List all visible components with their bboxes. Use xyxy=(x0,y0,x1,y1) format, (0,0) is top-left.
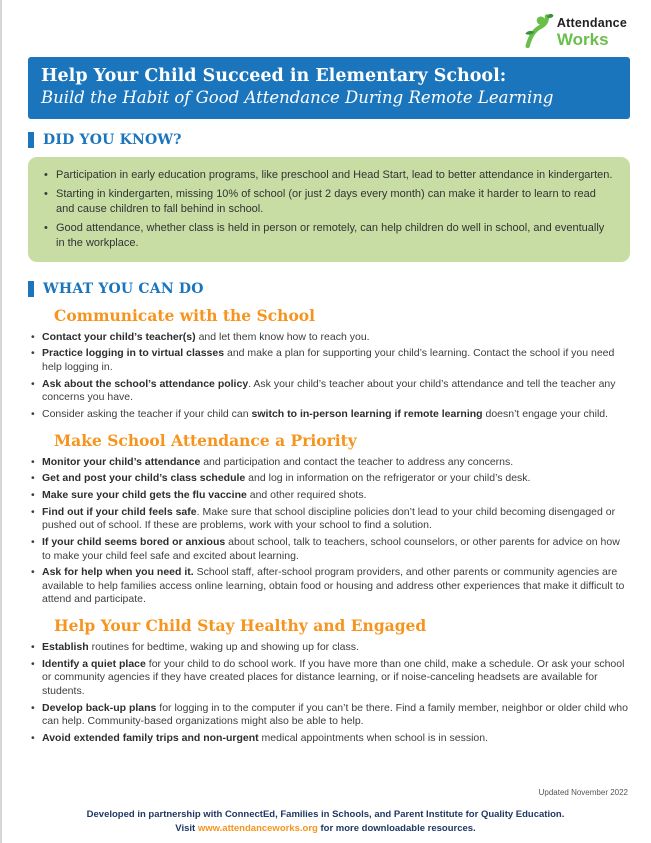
title-banner xyxy=(28,57,630,119)
section-title-communicate: Communicate with the School xyxy=(54,305,316,325)
logo-word-attendance: Attendance xyxy=(556,16,627,31)
attendance-priority-list xyxy=(30,456,630,607)
page-title: Help Your Child Succeed in Elementary School: xyxy=(41,66,507,86)
attendanceworks-link[interactable]: www.attendanceworks.org xyxy=(197,823,318,835)
bullet-item: • Make sure your child gets the flu vaccine and other required shots. xyxy=(30,489,630,503)
bullet-item: • Practice logging in to virtual classes and make a plan for supporting your child’s learning. Contact the school if you need help logging in. xyxy=(30,347,630,374)
bullet-item: • Contact your child’s teacher(s) and let them know how to reach you. xyxy=(30,331,630,345)
updated-date: Updated November 2022 xyxy=(538,787,628,797)
section-healthy-engaged xyxy=(28,616,630,745)
visit-suffix: for more downloadable resources. xyxy=(317,823,476,835)
bullet-item: • Participation in early education programs, like preschool and Head Start, lead to better attendance in kindergarten. xyxy=(42,168,614,183)
visit-line xyxy=(0,822,651,837)
communicate-list xyxy=(30,331,630,422)
bullet-item: • Consider asking the teacher if your child can switch to in-person learning if remote learning doesn’t engage your child. xyxy=(30,408,630,422)
section-title-healthy-engaged: Help Your Child Stay Healthy and Engaged xyxy=(54,616,427,636)
bullet-item: • Get and post your child’s class schedule and log in information on the refrigerator or your child’s desk. xyxy=(30,472,630,486)
partnership-credit: Developed in partnership with ConnectEd, Families in Schools, and Parent Institute for Quality Education. xyxy=(86,808,565,820)
section-communicate-with-school xyxy=(28,306,630,422)
bullet-item: • Starting in kindergarten, missing 10% of school (or just 2 days every month) can make it harder to learn to read and cause children to fall behind in school. xyxy=(42,187,614,216)
did-you-know-box xyxy=(28,157,630,262)
logo-wordmark xyxy=(557,17,627,48)
bullet-item: • Identify a quiet place for your child to do school work. If you have more than one child, make a schedule. Or ask your school or community agencies if they have created places for distance learning, or if noise-canceling headsets are available for students. xyxy=(30,658,630,699)
what-you-can-do-heading: WHAT YOU CAN DO xyxy=(28,281,630,297)
did-you-know-heading: DID YOU KNOW? xyxy=(28,132,630,148)
bullet-item: • If your child seems bored or anxious about school, talk to teachers, school counselors, or other parents for advice on how to make your child feel safe and excited about learning. xyxy=(30,536,630,563)
section-attendance-priority xyxy=(28,431,630,607)
healthy-engaged-list xyxy=(30,641,630,745)
logo-word-works: Works xyxy=(556,29,609,49)
bullet-item: • Good attendance, whether class is held in person or remotely, can help children do well in school, and eventually in the workplace. xyxy=(42,221,614,250)
bullet-item: • Find out if your child feels safe. Make sure that school discipline policies don’t lead to your child becoming disengaged or pushed out of school. If these are problems, work with your school to find a solution. xyxy=(30,506,630,533)
section-title-attendance-priority: Make School Attendance a Priority xyxy=(54,430,357,450)
bullet-item: • Ask for help when you need it. School staff, after-school program providers, and other parents or community agencies are available to help families access online learning, obtain food or housing and address other experiences that make it difficult to attend and participate. xyxy=(30,566,630,607)
bullet-item: • Develop back-up plans for logging in to the computer if you can’t be there. Find a family member, neighbor or older child who can help. Community-based organizations might also be able to help. xyxy=(30,702,630,729)
bullet-item: • Avoid extended family trips and non-urgent medical appointments when school is in session. xyxy=(30,732,630,746)
bullet-item: • Ask about the school’s attendance policy. Ask your child’s teacher about your child’s attendance and tell the teacher any concerns you have. xyxy=(30,378,630,405)
attendance-works-logo xyxy=(522,12,627,53)
bullet-item: • Monitor your child’s attendance and participation and contact the teacher to address any concerns. xyxy=(30,456,630,470)
did-you-know-list xyxy=(42,168,614,251)
page-subtitle: Build the Habit of Good Attendance During Remote Learning xyxy=(41,87,554,107)
visit-prefix: Visit xyxy=(175,823,198,835)
footer xyxy=(0,788,651,837)
person-leaf-icon xyxy=(522,12,554,53)
bullet-item: • Establish routines for bedtime, waking up and showing up for class. xyxy=(30,641,630,655)
